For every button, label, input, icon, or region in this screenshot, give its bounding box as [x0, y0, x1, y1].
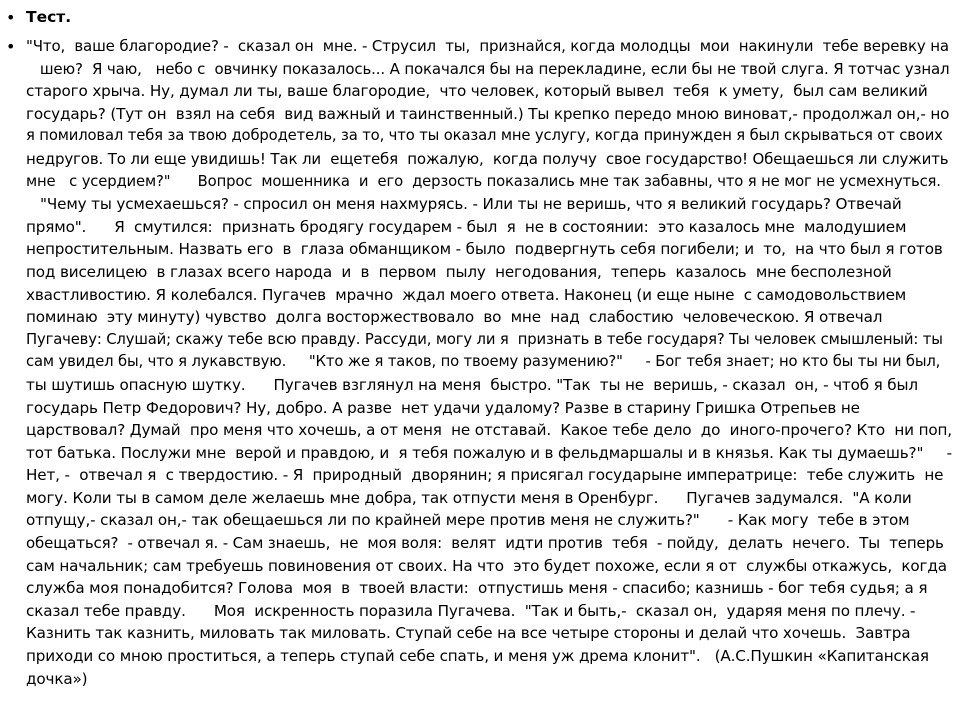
bullet-item-title	[6, 6, 952, 29]
quote-line: приходи со мною проститься, а теперь ступай себе спать, и меня уж дрема клонит". (А.С.Пушкин «Капитанская	[26, 647, 929, 666]
quote-line: тот батька. Послужи мне верой и правдою, и я тебя пожалую и в фельдмаршалы и в князья. Как ты думаешь?" -	[26, 443, 953, 462]
quote-line: дочка»)	[26, 669, 88, 688]
quote-line: Нет, - отвечал я с твердостию. - Я природный дворянин; я присягал государыне императрице: тебе служить не	[26, 466, 944, 485]
quote-line: "Что, ваше благородие? - сказал он мне. - Струсил ты, признайся, когда молодцы мои накинули тебе веревку на	[26, 37, 949, 55]
quote-line: шею? Я чаю, небо с овчинку показалось... А покачался бы на перекладине, если бы не твой слуга. Я тотчас узнал	[26, 59, 950, 78]
slide-title: Тест.	[26, 8, 72, 26]
bullet-icon: •	[6, 37, 16, 56]
quote-line: сам начальник; сам требуешь повиновения от своих. На что это будет похоже, если я от службы откажусь, когда	[26, 556, 947, 575]
quote-line: я помиловал тебя за твою добродетель, за то, что ты оказал мне услугу, когда принужден я был скрываться от своих	[26, 127, 943, 145]
quote-line: царствовал? Думай про меня что хочешь, а от меня не отставай. Какое тебе дело до иного-прочего? Кто ни поп,	[26, 421, 952, 440]
quote-line: служба моя понадобится? Голова моя в твоей власти: отпустишь меня - спасибо; казнишь - бог тебя судья; а я	[26, 579, 928, 598]
quote-line: Пугачеву: Слушай; скажу тебе всю правду. Рассуди, могу ли я признать в тебе государя? Ты человек смышленый: ты	[26, 330, 943, 348]
quote-line: отпущу,- сказал он,- так обещаешься ли по крайней мере против меня не служить?" - Как могу тебе в этом	[26, 511, 910, 530]
quote-line: под виселицею в глазах всего народа и в первом пылу негодования, теперь казалось мне бесполезной	[26, 262, 892, 281]
quote-line: сказал тебе правду. Моя искренность поразила Пугачева. "Так и быть,- сказал он, ударяя меня по плечу. -	[26, 601, 916, 620]
quote-line: ты шутишь опасную шутку. Пугачев взглянул на меня быстро. "Так ты не веришь, - сказал он, - чтоб я был	[26, 375, 918, 394]
quote-line: государь Петр Федорович? Ну, добро. А разве нет удачи удалому? Разве в старину Гришка Отрепьев не	[26, 398, 860, 417]
quote-line: недругов. То ли еще увидишь! Так ли ещетебя пожалую, когда получу свое государство! Обещаешься ли служить	[26, 149, 949, 168]
quote-line: Казнить так казнить, миловать так миловать. Ступай себе на все четыре стороны и делай что хочешь. Завтра	[26, 624, 911, 643]
quote-line: непростительным. Назвать его в глаза обманщиком - было подвергнуть себя погибели; и то, на что был я готов	[26, 240, 943, 259]
quote-line: мне с усердием?" Вопрос мошенника и его дерзость показались мне так забавны, что я не мог не усмехнуться.	[26, 172, 941, 190]
quote-line: "Чему ты усмехаешься? - спросил он меня нахмурясь. - Или ты не веришь, что я великий государь? Отвечай	[26, 195, 902, 214]
quote-line: поминаю эту минуту) чувство долга восторжествовало во мне над слабостию человеческою. Я отвечал	[26, 308, 883, 327]
bullet-icon: •	[6, 8, 16, 27]
quote-line: обещаться? - отвечал я. - Сам знаешь, не моя воля: велят идти против тебя - пойду, делать нечего. Ты теперь	[26, 534, 944, 553]
quote-line: старого хрыча. Ну, думал ли ты, ваше благородие, что человек, который вывел тебя к умету, был сам великий	[26, 82, 928, 101]
quote-line: хвастливостию. Я колебался. Пугачев мрачно ждал моего ответа. Наконец (и еще ныне с самодовольствием	[26, 285, 907, 304]
quote-paragraph	[26, 35, 952, 690]
quote-line: прямо". Я смутился: признать бродягу государем - был я не в состоянии: это казалось мне малодушием	[26, 217, 907, 236]
quote-line: государь? (Тут он взял на себя вид важный и таинственный.) Ты крепко передо мною виноват,- продолжал он,- но	[26, 104, 950, 123]
quote-line: сам увидел бы, что я лукавствую. "Кто же я таков, по твоему разумению?" - Бог тебя знает; но кто бы ты ни был,	[26, 353, 941, 371]
bullet-item-body	[6, 35, 953, 690]
quote-line: могу. Коли ты в самом деле желаешь мне добра, так отпусти меня в Оренбург. Пугачев задумался. "А коли	[26, 488, 912, 507]
